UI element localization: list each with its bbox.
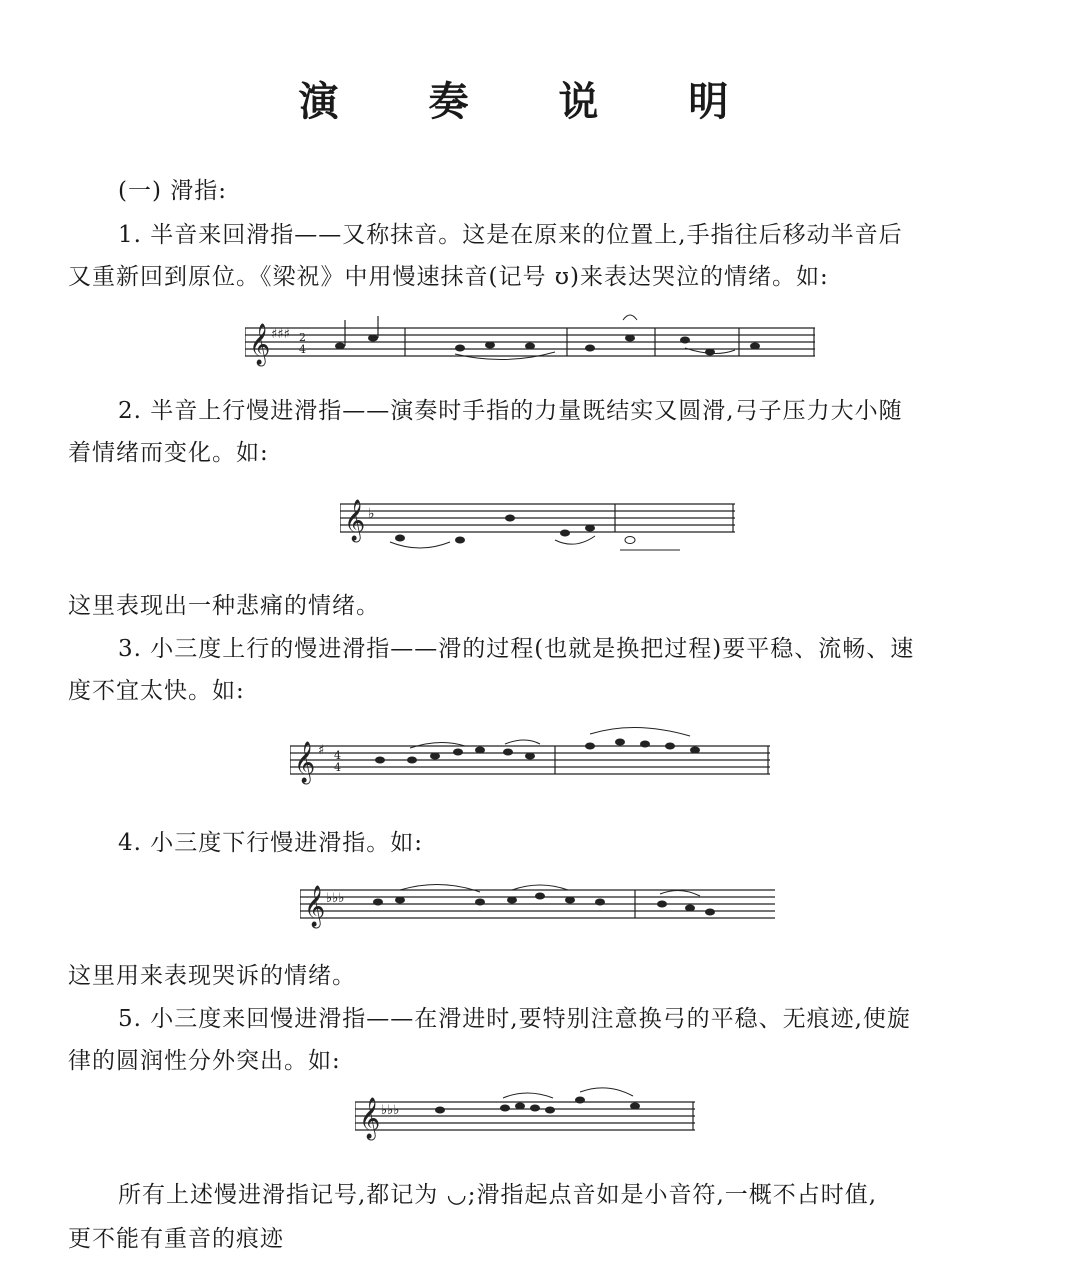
item-3-line-2: 度不宜太快。如: [68, 678, 245, 704]
svg-text:𝄞: 𝄞 [359, 1098, 381, 1139]
item-2-line-2: 着情绪而变化。如: [68, 440, 269, 466]
key-signature: ♭♭♭ [326, 891, 345, 906]
music-example-1 [245, 308, 815, 368]
svg-text:4: 4 [334, 761, 341, 774]
item-5-line-2: 律的圆润性分外突出。如: [68, 1048, 341, 1074]
svg-text:𝄞: 𝄞 [304, 886, 326, 927]
music-example-4 [300, 868, 775, 938]
item-3-line-1: 3. 小三度上行的慢进滑指——滑的过程(也就是换把过程)要平稳、流畅、速 [118, 636, 915, 662]
item-5-line-1: 5. 小三度来回慢进滑指——在滑进时,要特别注意换弓的平稳、无痕迹,使旋 [118, 1006, 911, 1032]
svg-text:𝄞: 𝄞 [294, 742, 316, 783]
music-example-3 [290, 720, 770, 790]
closing-line-2-clip [0, 1220, 1065, 1272]
key-signature: ♭ [368, 506, 375, 522]
key-signature: ♯♯♯ [271, 327, 290, 342]
key-signature: ♯ [318, 743, 325, 758]
key-signature: ♭♭♭ [381, 1103, 400, 1118]
closing-line-2: 更不能有重音的痕迹 [68, 1226, 284, 1252]
page-title: 演 奏 说 明 [298, 78, 767, 125]
music-example-2 [340, 478, 735, 558]
item-1-line-2: 又重新回到原位。《梁祝》中用慢速抹音(记号 ʊ)来表达哭泣的情绪。如: [68, 264, 829, 290]
item-2-line-1: 2. 半音上行慢进滑指——演奏时手指的力量既结实又圆滑,弓子压力大小随 [118, 398, 903, 424]
item-1-line-1: 1. 半音来回滑指——又称抹音。这是在原来的位置上,手指往后移动半音后 [118, 222, 903, 248]
music-example-5 [355, 1082, 700, 1147]
svg-text:4: 4 [334, 749, 341, 762]
item-2-after: 这里表现出一种悲痛的情绪。 [68, 593, 380, 619]
section-heading: (一) 滑指: [118, 178, 228, 204]
svg-text:4: 4 [299, 343, 306, 356]
item-4-line-1: 4. 小三度下行慢进滑指。如: [118, 830, 424, 856]
svg-text:2: 2 [299, 331, 306, 344]
closing-line-1: 所有上述慢进滑指记号,都记为 ◡;滑指起点音如是小音符,一概不占时值, [118, 1182, 878, 1208]
item-4-after: 这里用来表现哭诉的情绪。 [68, 963, 356, 989]
svg-text:𝄞: 𝄞 [344, 500, 366, 541]
svg-text:𝄞: 𝄞 [249, 324, 271, 365]
